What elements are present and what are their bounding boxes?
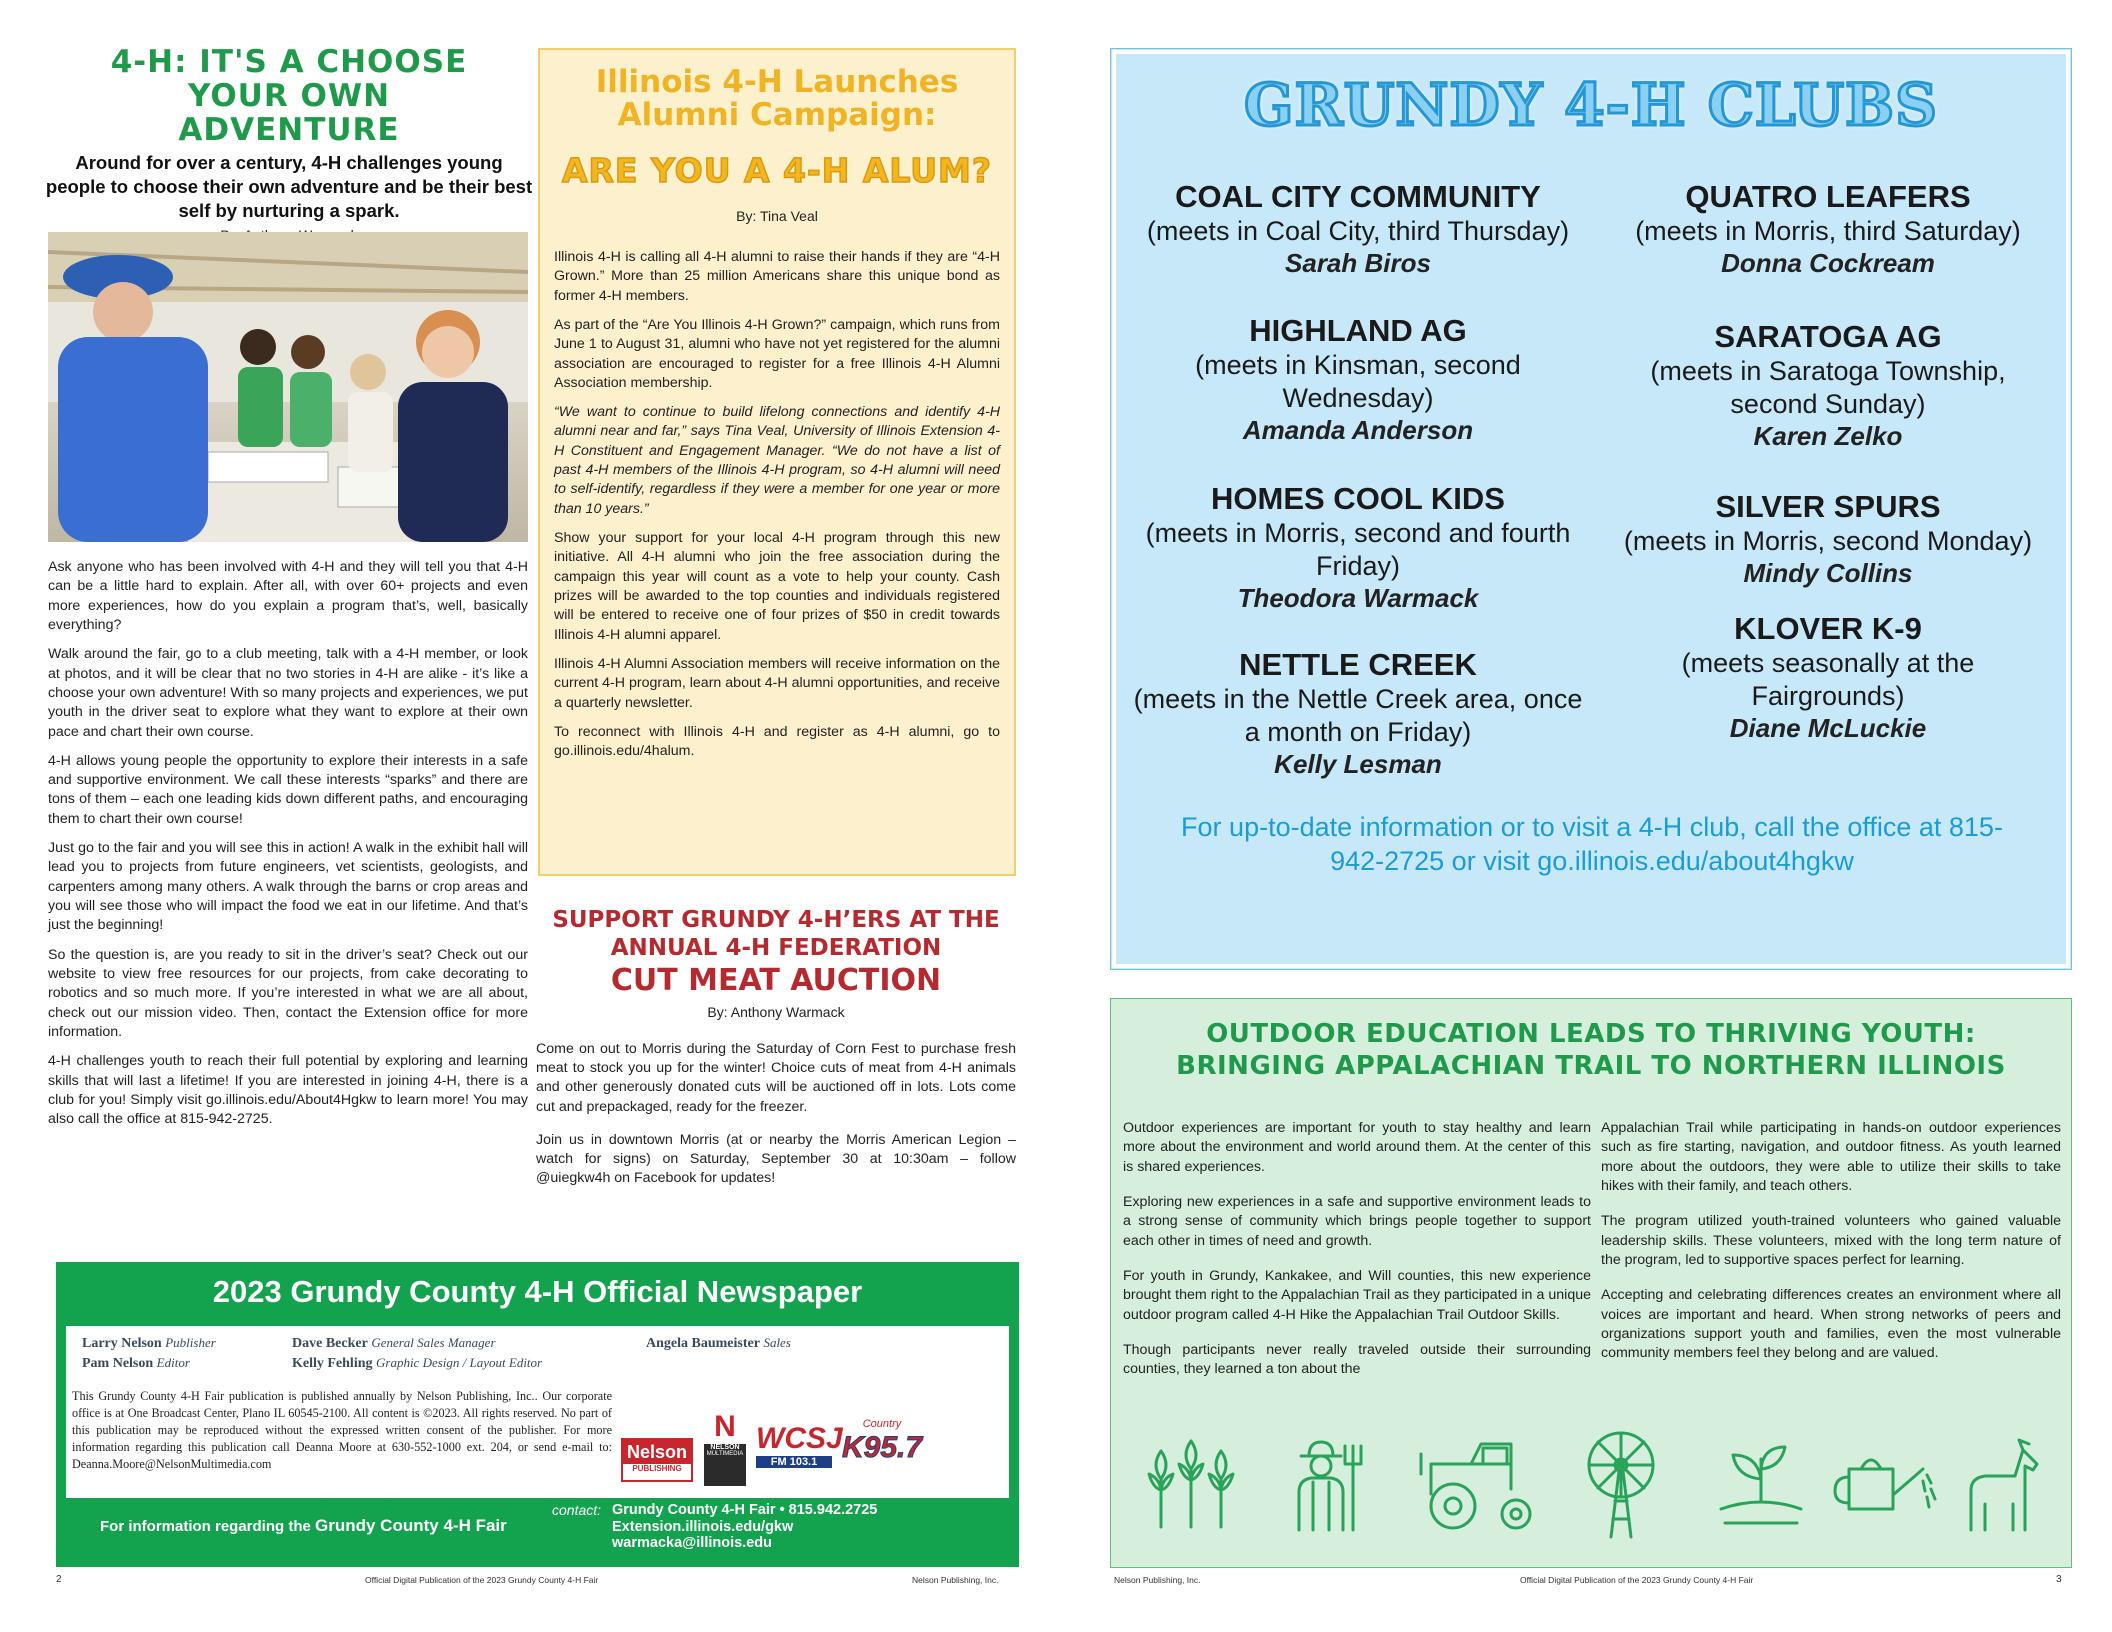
paragraph: Walk around the fair, go to a club meeting, talk with a 4-H member, or look at photos, and it will be clear that no two stories in 4-H are alike - it’s like a choose your own adventure! With so many projects and experiences, we put youth in the driver seat to explore what they want to explore at their own pace and chart their own course. (48, 646, 528, 740)
masthead (56, 1262, 1019, 1567)
clubs-left-column (1123, 179, 1593, 780)
alumni-body (554, 248, 1000, 762)
paragraph: Outdoor experiences are important for youth to stay healthy and learn more about the environment and world around them. At the center of this is shared experiences. (1123, 1120, 1591, 1175)
sprout-icon (1711, 1439, 1811, 1529)
alumni-title-line1: Illinois 4-H Launches (595, 64, 959, 100)
staff-member (82, 1334, 216, 1354)
club-name: HOMES COOL KIDS (1211, 481, 1505, 516)
logo-glyph: N (704, 1410, 746, 1444)
outdoor-col-1 (1123, 1119, 1591, 1389)
right-page-number: 3 (2056, 1574, 2062, 1585)
alumni-box (538, 48, 1016, 876)
outdoor-title-line2: BRINGING APPALACHIAN TRAIL TO NORTHERN ILLINOIS (1176, 1051, 2006, 1081)
left-footer-center: Official Digital Publication of the 2023 Grundy County 4-H Fair (365, 1575, 599, 1585)
auction-article (536, 906, 1016, 1199)
paragraph: Illinois 4-H Alumni Association members will receive information on the current 4-H program, learn about 4-H alumni opportunities, and receive a quarterly newsletter. (554, 655, 1000, 711)
logo-text: FM 103.1 (756, 1456, 832, 1468)
article-adventure (44, 45, 534, 243)
staff-col-1 (82, 1334, 216, 1374)
auction-byline: By: Anthony Warmack (707, 1003, 845, 1020)
alumni-title-line2: Alumni Campaign: (617, 97, 937, 134)
staff-role: Publisher (165, 1335, 216, 1350)
paragraph: As part of the “Are You Illinois 4-H Grown?” campaign, which runs from June 1 to August 31, alumni who have not yet registered for the alumni association are encouraged to register for a free Illinois 4-H Alumni Association membership. (554, 316, 1000, 391)
staff-role: Graphic Design / Layout Editor (376, 1354, 543, 1370)
paragraph: 4-H allows young people the opportunity to explore their interests in a safe and supportive environment. We call these interests “sparks” and there are tons of them – each one leading kids down different paths, and encouraging them to chart their own course! (48, 752, 528, 827)
staff-name: Kelly Fehling (292, 1355, 373, 1371)
nelson-multimedia-logo (704, 1410, 746, 1486)
left-page-number: 2 (56, 1574, 62, 1585)
right-footer-left: Nelson Publishing, Inc. (1114, 1575, 1201, 1585)
logo-text: PUBLISHING (632, 1464, 682, 1473)
club-leader: Mindy Collins (1743, 557, 1913, 588)
club-meets: (meets seasonally at the Fairgrounds) (1681, 648, 1975, 711)
club-name: NETTLE CREEK (1239, 647, 1477, 682)
paragraph: Appalachian Trail while participating in hands-on outdoor experiences such as fire starting, navigation, and outdoor fitness. As youth learned more about the outdoors, they were able to utilize their skills to take hikes with their family, and teach others. (1601, 1120, 2061, 1194)
club-entry (1593, 489, 2063, 611)
staff-col-3 (646, 1334, 791, 1354)
paragraph: So the question is, are you ready to sit in the driver’s seat? Check out our website to view free resources for our projects, from cake decorating to robotics and so much more. If you’re interested in what we are all about, check out our mission video. Then, contact the Extension office for more information. (48, 946, 528, 1040)
paragraph-quote: “We want to continue to build lifelong connections and identify 4-H alumni near and far,” says Tina Veal, University of Illinois Extension 4-H Constituent and Engagement Manager. “We do not have a list of past 4-H members of the Illinois 4-H program, so 4-H alumni will need to self-identify, regardless if they were a member for one year or more than 10 years.” (554, 404, 1000, 517)
alumni-title-line3: ARE YOU A 4-H ALUM? (561, 150, 992, 190)
masthead-title: 2023 Grundy County 4-H Official Newspaper (212, 1274, 863, 1309)
club-meets: (meets in Saratoga Township, second Sunday) (1650, 356, 2006, 419)
club-meets: (meets in Morris, third Saturday) (1635, 216, 2021, 246)
paragraph: Though participants never really traveled outside their surrounding counties, they learned a ton about the (1123, 1341, 1591, 1378)
paragraph: Come on out to Morris during the Saturday of Corn Fest to purchase fresh meat to stock you up for the winter! Choice cuts of meat from 4-H animals and other generously donated cuts will be auctioned off in lots. Lots come cut and prepackaged, ready for the freezer. (536, 1040, 1016, 1115)
club-meets: (meets in Morris, second Monday) (1623, 526, 2033, 556)
club-entry (1123, 179, 1593, 313)
staff-name: Dave Becker (292, 1336, 368, 1351)
clubs-right-column (1593, 179, 2063, 744)
club-name: HIGHLAND AG (1249, 313, 1467, 348)
alumni-byline: By: Tina Veal (736, 207, 818, 224)
logo-text: Country (862, 1418, 902, 1430)
fair-photo (48, 232, 528, 542)
contact-line: Extension.illinois.edu/gkw (612, 1518, 794, 1535)
clubs-box (1110, 48, 2072, 970)
contact-lines (612, 1502, 877, 1552)
logo-text: WCSJ (756, 1422, 843, 1455)
farm-icons-row (1131, 1429, 2051, 1539)
club-entry (1123, 481, 1593, 647)
horse-icon (1961, 1434, 2051, 1534)
paragraph: Accepting and celebrating differences creates an environment where all voices are important and heard. When strong networks of peers and organizations support youth and families, even the most vulnerable community members feel they belong and are valued. (1601, 1287, 2061, 1362)
info-prefix: For information regarding the (100, 1518, 311, 1535)
k957-logo (842, 1418, 922, 1484)
masthead-inner (66, 1326, 1009, 1498)
logo-text: MULTIMEDIA (706, 1451, 744, 1457)
staff-role: Editor (156, 1354, 190, 1370)
contact-line: warmacka@illinois.edu (612, 1535, 773, 1552)
club-leader: Diane McLuckie (1729, 712, 1927, 743)
nelson-publishing-logo (621, 1438, 693, 1482)
auction-body (536, 1040, 1016, 1189)
staff-member (292, 1354, 542, 1374)
paragraph: 4-H challenges youth to reach their full potential by exploring and learning skills that will last a lifetime! If you are interested in joining 4-H, there is a club for you! Simply visit go.illinois.edu/About4Hgkw to learn more! You may also call the office at 815-942-2725. (48, 1053, 528, 1128)
paragraph: Show your support for your local 4-H program through this new initiative. All 4-H alumni who join the free association during the campaign this year will count as a vote to help your county. Cash prizes will be awarded to the top counties and individuals registered will be entered to receive one of four prizes of $50 in credit towards Illinois 4-H alumni apparel. (554, 530, 1000, 643)
club-entry (1593, 179, 2063, 319)
paragraph: Join us in downtown Morris (at or nearby the Morris American Legion – watch for signs) on Saturday, September 30 at 10:30am – follow @uiegkw4h on Facebook for updates! (536, 1131, 1016, 1187)
club-entry (1123, 647, 1593, 780)
club-entry (1123, 313, 1593, 481)
auction-title-line2: ANNUAL 4-H FEDERATION (610, 935, 942, 962)
staff-role: General Sales Manager (371, 1335, 496, 1350)
outdoor-col-2 (1601, 1119, 2061, 1373)
logo-text: NELSON (710, 1444, 740, 1451)
contact-label: contact: (552, 1502, 602, 1518)
auction-title-line3: CUT MEAT AUCTION (610, 963, 942, 999)
club-leader: Theodora Warmack (1237, 582, 1479, 613)
logo-text: Nelson (623, 1440, 691, 1464)
paragraph: For youth in Grundy, Kankakee, and Will counties, this new experience brought them right to the Appalachian Trail as they participated in a unique outdoor program called 4-H Hike the Appalachian Trail Outdoor Skills. (1123, 1267, 1591, 1323)
paragraph: Just go to the fair and you will see this in action! A walk in the exhibit hall will lead you to projects from future engineers, vet scientists, geologists, and carpenters among many others. A walk through the barns or crop areas and you will see those who will impact the food we eat in our lifetime. And that’s just the beginning! (48, 840, 528, 934)
club-name: SILVER SPURS (1715, 489, 1941, 524)
windmill-icon (1571, 1429, 1671, 1539)
club-name: KLOVER K-9 (1734, 611, 1922, 646)
outdoor-box (1110, 998, 2072, 1568)
fair-photo-illustration (48, 232, 528, 542)
left-footer-right: Nelson Publishing, Inc. (912, 1575, 999, 1585)
article-adventure-subtitle: Around for over a century, 4-H challenges young people to choose their own adventure and be their best self by nurturing a spark. (45, 152, 533, 221)
clubs-title: GRUNDY 4-H CLUBS (1244, 71, 1938, 139)
paragraph: To reconnect with Illinois 4-H and register as 4-H alumni, go to go.illinois.edu/4halum. (554, 723, 1000, 760)
staff-member (82, 1354, 216, 1374)
club-name: QUATRO LEAFERS (1685, 179, 1971, 214)
staff-role: Sales (763, 1335, 791, 1350)
club-entry (1593, 319, 2063, 489)
clubs-info: For up-to-date information or to visit a 4-H club, call the office at 815-942-2725 or visit go.illinois.edu/about4hgkw (1181, 812, 2003, 876)
farmer-icon (1281, 1434, 1371, 1534)
club-leader: Sarah Biros (1285, 247, 1431, 278)
club-leader: Amanda Anderson (1242, 414, 1474, 445)
masthead-disclaimer: This Grundy County 4-H Fair publication is published annually by Nelson Publishing, Inc.. Our corporate office is at One Broadcast Center, Plano IL 60545-2100. All content is ©2023. All rights reserved. No part of this publication may be reproduced without the expressed written consent of the publisher. For more information regarding this publication call Deanna Moore at 630-552-1000 ext. 204, or send e-mail to: Deanna.Moore@NelsonMultimedia.com (72, 1389, 612, 1472)
auction-title-line1: SUPPORT GRUNDY 4-H’ERS AT THE (552, 907, 1000, 933)
masthead-info (100, 1516, 507, 1536)
wheat-icon (1141, 1439, 1241, 1529)
paragraph: Ask anyone who has been involved with 4-H and they will tell you that 4-H can be a little hard to explain. After all, with over 60+ projects and even more experiences, how do you explain a program that’s, well, basically everything? (48, 559, 528, 633)
club-leader: Kelly Lesman (1274, 748, 1442, 779)
paragraph: Exploring new experiences in a safe and supportive environment leads to a strong sense of community which brings people together to support each other in times of need and growth. (1123, 1193, 1591, 1249)
staff-member (646, 1334, 791, 1354)
club-meets: (meets in Coal City, third Thursday) (1146, 216, 1570, 246)
logo-text: K95.7 (842, 1431, 923, 1464)
wcsj-logo (756, 1422, 843, 1482)
contact-line: Grundy County 4-H Fair • 815.942.2725 (612, 1502, 878, 1518)
article-adventure-title: 4-H: IT'S A CHOOSE YOUR OWN ADVENTURE (110, 44, 468, 149)
staff-member (292, 1334, 542, 1354)
watering-can-icon (1831, 1439, 1941, 1529)
article-adventure-body (48, 558, 528, 1139)
club-leader: Donna Cockream (1721, 247, 1935, 278)
info-bold: Grundy County 4-H Fair (315, 1516, 507, 1535)
club-entry (1593, 611, 2063, 744)
staff-name: Angela Baumeister (646, 1336, 760, 1351)
paragraph: Illinois 4-H is calling all 4-H alumni to raise their hands if they are “4-H Grown.” More than 25 million Americans share this unique bond as former 4-H members. (554, 248, 1000, 304)
club-meets: (meets in Kinsman, second Wednesday) (1195, 350, 1521, 413)
staff-name: Pam Nelson (82, 1355, 154, 1371)
staff-col-2 (292, 1334, 542, 1374)
club-leader: Karen Zelko (1753, 420, 1903, 451)
right-footer-center: Official Digital Publication of the 2023 Grundy County 4-H Fair (1520, 1575, 1754, 1585)
club-meets: (meets in Morris, second and fourth Friday) (1145, 518, 1571, 581)
outdoor-title-line1: OUTDOOR EDUCATION LEADS TO THRIVING YOUTH: (1206, 1019, 1976, 1049)
club-meets: (meets in the Nettle Creek area, once a month on Friday) (1133, 684, 1583, 747)
club-name: COAL CITY COMMUNITY (1175, 179, 1541, 214)
tractor-icon (1411, 1434, 1541, 1534)
club-name: SARATOGA AG (1714, 319, 1942, 354)
paragraph: The program utilized youth-trained volunteers who gained valuable leadership skills. These volunteers, mixed with the long term nature of the program, led to supportive spaces perfect for learning. (1601, 1213, 2061, 1268)
staff-name: Larry Nelson (82, 1336, 162, 1351)
